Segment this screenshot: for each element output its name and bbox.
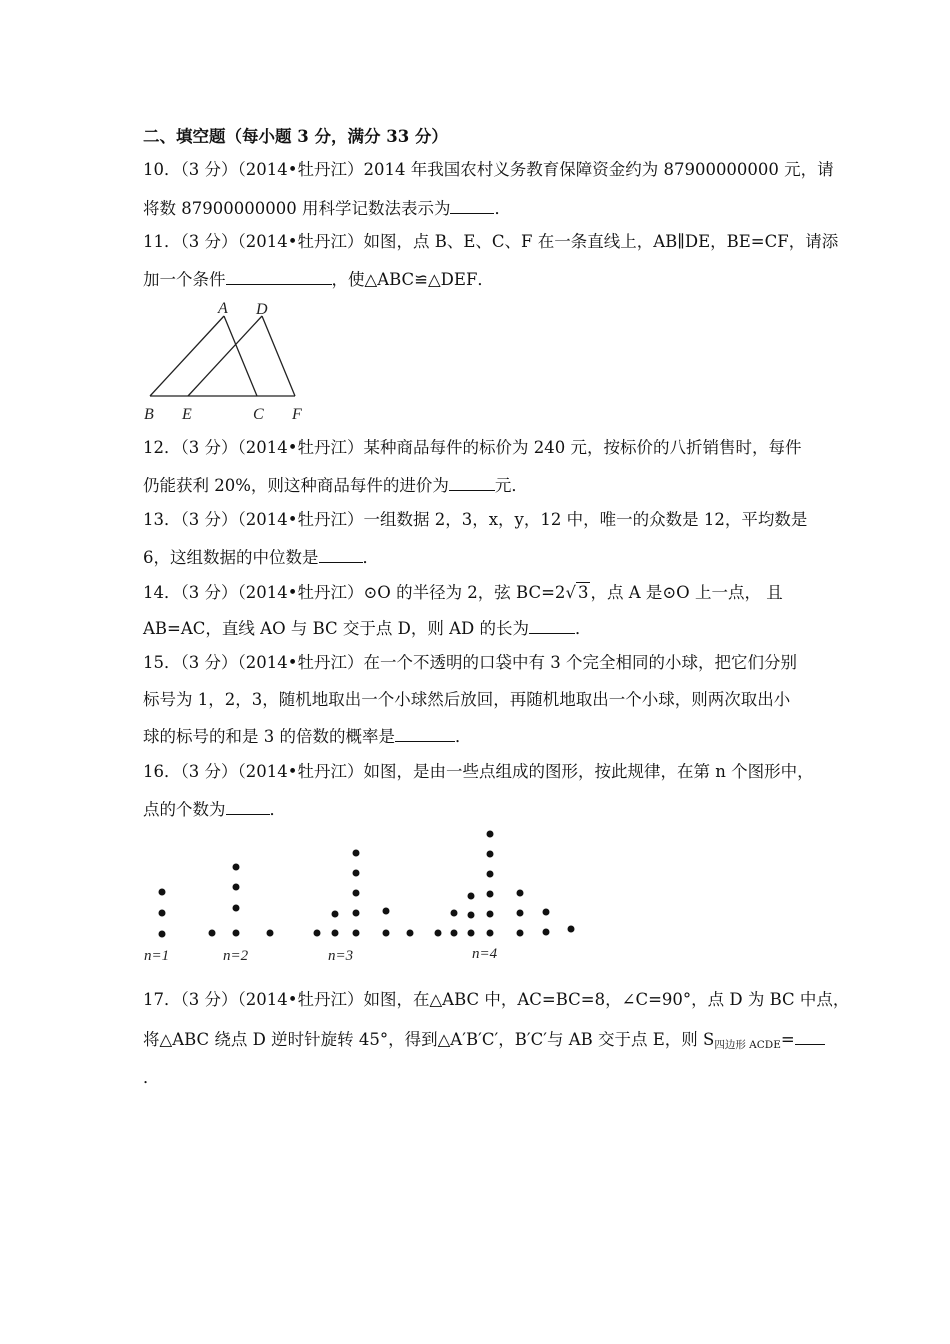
pattern-dot bbox=[517, 930, 524, 937]
q17-subscript: 四边形 ACDE bbox=[714, 1039, 781, 1051]
section-title: 二、填空题（每小题 3 分，满分 33 分） bbox=[143, 127, 448, 146]
q16-line2 bbox=[143, 800, 286, 820]
q15-text-2: 标号为 1，2，3，随机地取出一个小球然后放回，再随机地取出一个小球，则两次取出小 bbox=[143, 690, 791, 709]
pattern-dot bbox=[353, 930, 360, 937]
q17-line3: ． bbox=[143, 1068, 160, 1087]
q13-text-2a: 6，这组数据的中位数是 bbox=[143, 548, 319, 567]
label-b: B bbox=[144, 406, 154, 423]
q10-end: ． bbox=[494, 199, 511, 218]
pattern-dot bbox=[468, 930, 475, 937]
q11-number: 11．（3 分）（2014•牡丹江） bbox=[143, 232, 364, 251]
pattern-dot bbox=[468, 893, 475, 900]
q16-number: 16．（3 分）（2014•牡丹江） bbox=[143, 762, 364, 781]
pattern-dot bbox=[407, 930, 414, 937]
pattern-dot bbox=[332, 930, 339, 937]
pattern-dot bbox=[233, 864, 240, 871]
q12-line1 bbox=[143, 438, 801, 458]
label-f: F bbox=[292, 406, 302, 423]
q13-answer-blank[interactable] bbox=[319, 548, 363, 563]
label-n4: n=4 bbox=[472, 946, 498, 962]
pattern-dot bbox=[487, 851, 494, 858]
pattern-dot bbox=[233, 905, 240, 912]
q12-text-1: 某种商品每件的标价为 240 元，按标价的八折销售时，每件 bbox=[363, 438, 802, 457]
q16-answer-blank[interactable] bbox=[226, 800, 270, 815]
pattern-dot bbox=[568, 926, 575, 933]
q15-line3 bbox=[143, 727, 472, 747]
line-df bbox=[262, 316, 295, 396]
q15-line2 bbox=[143, 690, 790, 710]
pattern-dot bbox=[267, 930, 274, 937]
pattern-dot bbox=[543, 929, 550, 936]
q10-line2 bbox=[143, 199, 511, 219]
q15-answer-blank[interactable] bbox=[395, 727, 455, 742]
sqrt-symbol: √ 3 bbox=[565, 583, 589, 602]
q15-text-3a: 球的标号的和是 3 的倍数的概率是 bbox=[143, 727, 395, 746]
q14-text-2a: AB=AC，直线 AO 与 BC 交于点 D，则 AD 的长为 bbox=[143, 619, 529, 638]
q13-text-1: 一组数据 2，3，x，y，12 中，唯一的众数是 12，平均数是 bbox=[363, 510, 808, 529]
q17-number: 17．（3 分）（2014•牡丹江） bbox=[143, 990, 364, 1009]
q14-text-1b: ，点 A 是⊙O 上一点， 且 bbox=[590, 583, 783, 602]
pattern-dot bbox=[353, 910, 360, 917]
q13-end: ． bbox=[362, 548, 379, 567]
q17-text-2a: 将△ABC 绕点 D 逆时针旋转 45°，得到△A′B′C′，B′C′与 AB 交于点 E，则 S bbox=[143, 1030, 715, 1049]
pattern-dot bbox=[233, 884, 240, 891]
q11-answer-blank[interactable] bbox=[226, 270, 332, 285]
label-c: C bbox=[253, 406, 264, 423]
q17-text-2b: = bbox=[780, 1030, 795, 1049]
sqrt-radicand: 3 bbox=[577, 583, 589, 602]
q11-text-2a: 加一个条件 bbox=[143, 270, 226, 289]
label-d: D bbox=[256, 301, 268, 318]
q13-number: 13．（3 分）（2014•牡丹江） bbox=[143, 510, 364, 529]
q10-text-1: 2014 年我国农村义务教育保障资金约为 87900000000 元，请 bbox=[363, 160, 834, 179]
q15-number: 15．（3 分）（2014•牡丹江） bbox=[143, 653, 364, 672]
q11-triangle-figure bbox=[140, 300, 315, 425]
q11-line2 bbox=[143, 270, 494, 290]
pattern-dot bbox=[233, 930, 240, 937]
pattern-dot bbox=[487, 891, 494, 898]
q15-end: ． bbox=[455, 727, 472, 746]
q16-dot-pattern-figure bbox=[140, 820, 590, 970]
q12-line2 bbox=[143, 476, 528, 496]
pattern-dot bbox=[159, 910, 166, 917]
q11-text-2b: ，使△ABC≌△DEF． bbox=[331, 270, 494, 289]
q13-line1 bbox=[143, 510, 807, 530]
pattern-dot bbox=[517, 890, 524, 897]
q15-line1 bbox=[143, 653, 797, 673]
q11-line1 bbox=[143, 232, 838, 252]
pattern-dot bbox=[159, 889, 166, 896]
q12-answer-blank[interactable] bbox=[449, 476, 495, 491]
label-n2: n=2 bbox=[223, 948, 249, 964]
q16-text-2a: 点的个数为 bbox=[143, 800, 226, 819]
q10-answer-blank[interactable] bbox=[450, 199, 494, 214]
q12-text-2a: 仍能获利 20%，则这种商品每件的进价为 bbox=[143, 476, 449, 495]
q17-line2 bbox=[143, 1030, 825, 1055]
q16-end: ． bbox=[269, 800, 286, 819]
q12-number: 12．（3 分）（2014•牡丹江） bbox=[143, 438, 364, 457]
q14-text-1a: ⊙O 的半径为 2，弦 BC=2 bbox=[363, 583, 566, 602]
pattern-dot bbox=[487, 930, 494, 937]
q17-answer-blank[interactable] bbox=[795, 1030, 825, 1045]
pattern-dot bbox=[209, 930, 216, 937]
pattern-dot bbox=[332, 911, 339, 918]
q14-number: 14．（3 分）（2014•牡丹江） bbox=[143, 583, 364, 602]
pattern-dot bbox=[487, 911, 494, 918]
label-n3: n=3 bbox=[328, 948, 354, 964]
line-ac bbox=[224, 316, 257, 396]
q16-line1 bbox=[143, 762, 814, 782]
line-ab bbox=[150, 316, 224, 396]
q14-end: ． bbox=[575, 619, 592, 638]
q16-text-1: 如图，是由一些点组成的图形，按此规律，在第 n 个图形中， bbox=[363, 762, 814, 781]
pattern-dot bbox=[383, 930, 390, 937]
pattern-dot bbox=[543, 909, 550, 916]
pattern-dot bbox=[435, 930, 442, 937]
q14-line2 bbox=[143, 619, 592, 639]
q11-text-1: 如图，点 B、E、C、F 在一条直线上，AB∥DE，BE=CF，请添 bbox=[363, 232, 839, 251]
pattern-dot bbox=[487, 871, 494, 878]
pattern-dot bbox=[517, 910, 524, 917]
pattern-dot bbox=[353, 870, 360, 877]
label-n1: n=1 bbox=[144, 948, 170, 964]
q10-number: 10．（3 分）（2014•牡丹江） bbox=[143, 160, 364, 179]
pattern-dot bbox=[451, 930, 458, 937]
q12-text-2b: 元． bbox=[494, 476, 528, 495]
pattern-dot bbox=[159, 931, 166, 938]
line-de bbox=[188, 316, 262, 396]
q17-text-1: 如图，在△ABC 中，AC=BC=8，∠C=90°，点 D 为 BC 中点， bbox=[363, 990, 850, 1009]
label-e: E bbox=[182, 406, 192, 423]
q14-line1 bbox=[143, 582, 783, 603]
pattern-dot bbox=[314, 930, 321, 937]
pattern-dot bbox=[468, 912, 475, 919]
pattern-dot bbox=[383, 908, 390, 915]
q10-line1 bbox=[143, 160, 834, 180]
pattern-dot bbox=[353, 890, 360, 897]
pattern-dot bbox=[451, 910, 458, 917]
pattern-dot bbox=[487, 831, 494, 838]
label-a: A bbox=[218, 300, 228, 317]
q15-text-1: 在一个不透明的口袋中有 3 个完全相同的小球，把它们分别 bbox=[363, 653, 797, 672]
q17-line1 bbox=[143, 990, 849, 1010]
q10-text-2: 将数 87900000000 用科学记数法表示为 bbox=[143, 199, 451, 218]
q13-line2 bbox=[143, 548, 379, 568]
pattern-dot bbox=[353, 850, 360, 857]
q14-answer-blank[interactable] bbox=[529, 619, 575, 634]
